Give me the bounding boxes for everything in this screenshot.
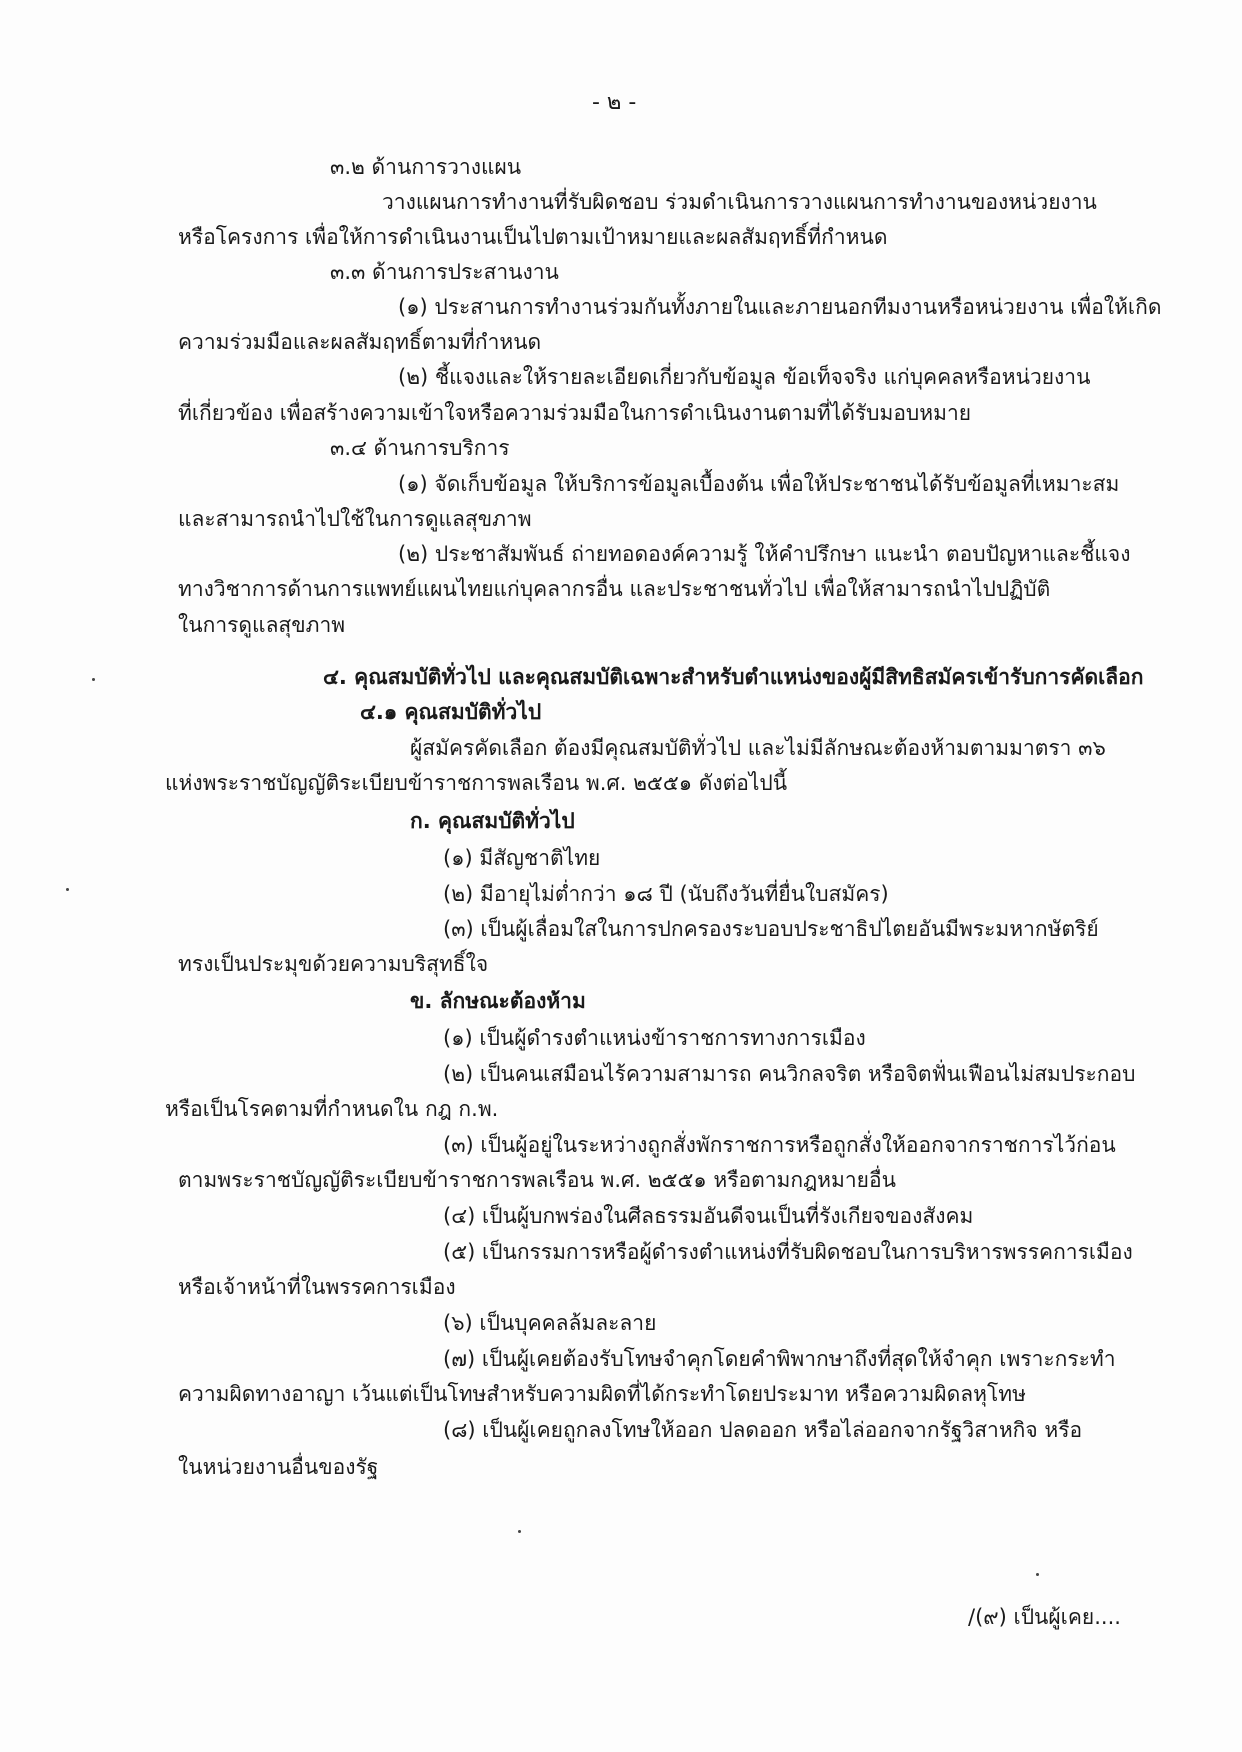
page-number: - ๒ - — [592, 90, 637, 115]
list-item: (๑) เป็นผู้ดำรงตำแหน่งข้าราชการทางการเมือง — [443, 1026, 866, 1050]
paragraph-line: แห่งพระราชบัญญัติระเบียบข้าราชการพลเรือน พ.ศ. ๒๕๕๑ ดังต่อไปนี้ — [165, 771, 788, 795]
scan-speck — [1036, 1573, 1039, 1576]
list-item-line: หรือเป็นโรคตามที่กำหนดใน กฎ ก.พ. — [165, 1097, 499, 1121]
list-item: (๒) มีอายุไม่ต่ำกว่า ๑๘ ปี (นับถึงวันที่ยื่นใบสมัคร) — [443, 882, 889, 906]
list-item-line: (๑) ประสานการทำงานร่วมกันทั้งภายในและภายนอกทีมงานหรือหน่วยงาน เพื่อให้เกิด — [398, 295, 1162, 319]
list-item: (๑) มีสัญชาติไทย — [443, 846, 601, 870]
paragraph-line: หรือโครงการ เพื่อให้การดำเนินงานเป็นไปตามเป้าหมายและผลสัมฤทธิ์ที่กำหนด — [178, 225, 888, 249]
list-item-line: (๒) ชี้แจงและให้รายละเอียดเกี่ยวกับข้อมูล ข้อเท็จจริง แก่บุคคลหรือหน่วยงาน — [398, 365, 1091, 389]
list-item-line: (๒) ประชาสัมพันธ์ ถ่ายทอดองค์ความรู้ ให้คำปรึกษา แนะนำ ตอบปัญหาและชี้แจง — [398, 542, 1131, 566]
subsection-ka-heading: ก. คุณสมบัติทั่วไป — [410, 809, 575, 833]
scan-speck — [92, 678, 95, 681]
continuation-note: /(๙) เป็นผู้เคย.... — [968, 1605, 1121, 1629]
section-3-3-heading: ๓.๓ ด้านการประสานงาน — [330, 260, 559, 284]
list-item-line: (๗) เป็นผู้เคยต้องรับโทษจำคุกโดยคำพิพากษาถึงที่สุดให้จำคุก เพราะกระทำ — [443, 1347, 1116, 1371]
list-item-line: ความร่วมมือและผลสัมฤทธิ์ตามที่กำหนด — [178, 330, 542, 354]
section-4-heading: ๔. คุณสมบัติทั่วไป และคุณสมบัติเฉพาะสำหรับตำแหน่งของผู้มีสิทธิสมัครเข้ารับการคัดเลือก — [323, 665, 1144, 689]
section-4-1-heading: ๔.๑ คุณสมบัติทั่วไป — [360, 700, 542, 724]
list-item-line: ตามพระราชบัญญัติระเบียบข้าราชการพลเรือน พ.ศ. ๒๕๕๑ หรือตามกฎหมายอื่น — [178, 1168, 896, 1192]
list-item: (๔) เป็นผู้บกพร่องในศีลธรรมอันดีจนเป็นที่รังเกียจของสังคม — [443, 1204, 974, 1228]
list-item-line: (๒) เป็นคนเสมือนไร้ความสามารถ คนวิกลจริต หรือจิตฟั่นเฟือนไม่สมประกอบ — [443, 1062, 1136, 1086]
list-item-line: (๑) จัดเก็บข้อมูล ให้บริการข้อมูลเบื้องต้น เพื่อให้ประชาชนได้รับข้อมูลที่เหมาะสม — [398, 472, 1120, 496]
list-item-line: (๘) เป็นผู้เคยถูกลงโทษให้ออก ปลดออก หรือไล่ออกจากรัฐวิสาหกิจ หรือ — [443, 1418, 1083, 1442]
section-3-2-heading: ๓.๒ ด้านการวางแผน — [330, 155, 522, 179]
scan-speck — [66, 888, 69, 891]
paragraph-line: ผู้สมัครคัดเลือก ต้องมีคุณสมบัติทั่วไป และไม่มีลักษณะต้องห้ามตามมาตรา ๓๖ — [410, 736, 1106, 760]
list-item-line: ความผิดทางอาญา เว้นแต่เป็นโทษสำหรับความผิดที่ได้กระทำโดยประมาท หรือความผิดลหุโทษ — [178, 1382, 1026, 1406]
list-item-line: (๓) เป็นผู้เลื่อมใสในการปกครองระบอบประชาธิปไตยอันมีพระมหากษัตริย์ — [443, 917, 1099, 941]
scan-speck — [518, 1530, 521, 1533]
list-item-line: (๕) เป็นกรรมการหรือผู้ดำรงตำแหน่งที่รับผิดชอบในการบริหารพรรคการเมือง — [443, 1240, 1133, 1264]
list-item-line: หรือเจ้าหน้าที่ในพรรคการเมือง — [178, 1275, 456, 1299]
list-item-line: ในหน่วยงานอื่นของรัฐ — [178, 1455, 379, 1479]
list-item-line: ทรงเป็นประมุขด้วยความบริสุทธิ์ใจ — [178, 952, 489, 976]
section-3-4-heading: ๓.๔ ด้านการบริการ — [330, 436, 510, 460]
subsection-kho-heading: ข. ลักษณะต้องห้าม — [410, 989, 586, 1013]
list-item-line: ในการดูแลสุขภาพ — [178, 613, 346, 637]
list-item-line: (๓) เป็นผู้อยู่ในระหว่างถูกสั่งพักราชการหรือถูกสั่งให้ออกจากราชการไว้ก่อน — [443, 1133, 1116, 1157]
list-item-line: และสามารถนำไปใช้ในการดูแลสุขภาพ — [178, 507, 532, 531]
list-item-line: ทางวิชาการด้านการแพทย์แผนไทยแก่บุคลากรอื่น และประชาชนทั่วไป เพื่อให้สามารถนำไปปฏิบัติ — [178, 577, 1051, 601]
list-item-line: ที่เกี่ยวข้อง เพื่อสร้างความเข้าใจหรือความร่วมมือในการดำเนินงานตามที่ได้รับมอบหมาย — [178, 401, 972, 425]
paragraph-line: วางแผนการทำงานที่รับผิดชอบ ร่วมดำเนินการวางแผนการทำงานของหน่วยงาน — [382, 190, 1097, 214]
list-item: (๖) เป็นบุคคลล้มละลาย — [443, 1311, 657, 1335]
